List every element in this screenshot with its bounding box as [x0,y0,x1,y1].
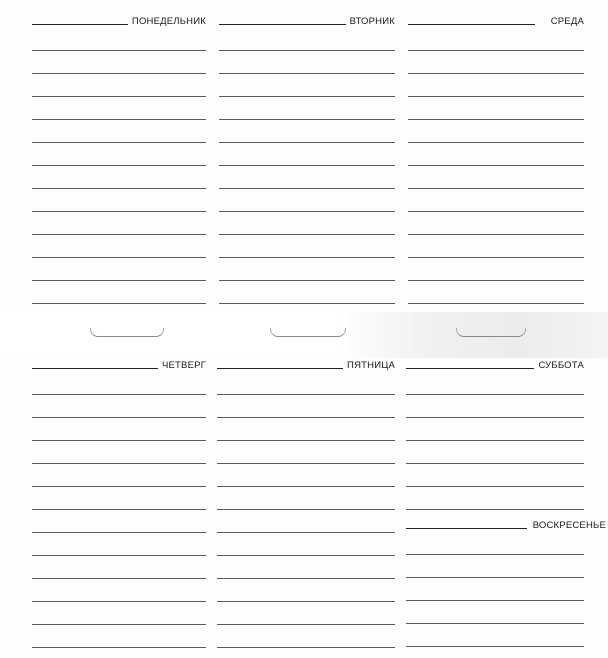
day-header-saturday [406,358,584,372]
writing-line [32,211,206,212]
writing-line [32,96,206,97]
day-header-thursday [32,358,206,372]
header-rule [217,368,343,369]
writing-line [219,96,395,97]
writing-line [32,119,206,120]
writing-line [408,165,584,166]
writing-line [217,417,395,418]
writing-lines [406,394,584,510]
writing-line [217,394,395,395]
writing-line [219,280,395,281]
day-block-saturday [406,358,584,510]
writing-line [217,578,395,579]
writing-line [32,234,206,235]
header-rule [406,528,527,529]
day-block-sunday [406,518,606,647]
writing-line [406,417,584,418]
writing-line [32,578,206,579]
writing-line [217,440,395,441]
header-rule [408,24,535,25]
writing-line [408,234,584,235]
day-block-thursday [32,358,206,648]
writing-line [406,646,584,647]
writing-line [217,555,395,556]
day-block-monday [32,14,206,304]
writing-line [408,280,584,281]
writing-line [406,509,584,510]
writing-line [219,165,395,166]
writing-line [219,119,395,120]
writing-line [32,394,206,395]
writing-line [406,463,584,464]
writing-line [32,486,206,487]
binding-punch [456,328,526,337]
day-label-monday: ПОНЕДЕЛЬНИК [131,16,206,27]
writing-line [32,165,206,166]
writing-lines [217,394,395,648]
day-header-monday [32,14,206,28]
day-label-wednesday: СРЕДА [550,16,584,27]
day-label-thursday: ЧЕТВЕРГ [161,360,206,371]
day-block-friday [217,358,395,648]
writing-line [32,647,206,648]
writing-line [406,486,584,487]
day-header-tuesday [219,14,395,28]
writing-line [219,142,395,143]
binding-punch [90,328,164,337]
header-rule [32,24,128,25]
writing-line [32,624,206,625]
writing-line [219,73,395,74]
writing-line [408,188,584,189]
writing-line [219,211,395,212]
writing-line [217,647,395,648]
writing-lines [32,50,206,304]
day-label-friday: ПЯТНИЦА [347,360,395,371]
writing-lines [408,50,584,304]
day-header-sunday [406,518,606,532]
writing-line [408,119,584,120]
day-label-tuesday: ВТОРНИК [349,16,395,27]
writing-line [406,577,584,578]
writing-line [408,73,584,74]
writing-line [217,624,395,625]
writing-line [32,142,206,143]
writing-line [32,257,206,258]
writing-line [217,463,395,464]
header-rule [219,24,346,25]
writing-line [32,532,206,533]
writing-line [406,600,584,601]
writing-line [219,188,395,189]
writing-line [217,509,395,510]
header-rule [32,368,158,369]
writing-line [32,73,206,74]
writing-line [408,211,584,212]
writing-line [32,50,206,51]
writing-line [217,486,395,487]
day-label-saturday: СУББОТА [538,360,584,371]
writing-line [217,532,395,533]
writing-line [217,601,395,602]
day-label-sunday: ВОСКРЕСЕНЬЕ [532,520,606,531]
writing-line [408,257,584,258]
day-block-tuesday [219,14,395,304]
writing-line [219,50,395,51]
writing-line [32,303,206,304]
writing-line [32,509,206,510]
writing-lines [219,50,395,304]
writing-line [32,417,206,418]
writing-line [408,50,584,51]
writing-line [408,96,584,97]
day-block-wednesday [408,14,584,304]
writing-lines [32,394,206,648]
day-header-wednesday [408,14,584,28]
writing-line [406,440,584,441]
day-header-friday [217,358,395,372]
writing-line [406,554,584,555]
header-rule [406,368,534,369]
binding-punch [270,328,346,337]
writing-line [219,234,395,235]
writing-line [32,280,206,281]
writing-line [408,303,584,304]
writing-line [32,463,206,464]
writing-line [32,601,206,602]
writing-line [32,188,206,189]
writing-line [32,555,206,556]
writing-line [32,440,206,441]
writing-line [406,623,584,624]
writing-line [406,394,584,395]
writing-line [219,257,395,258]
writing-lines [406,554,606,647]
writing-line [219,303,395,304]
writing-line [408,142,584,143]
